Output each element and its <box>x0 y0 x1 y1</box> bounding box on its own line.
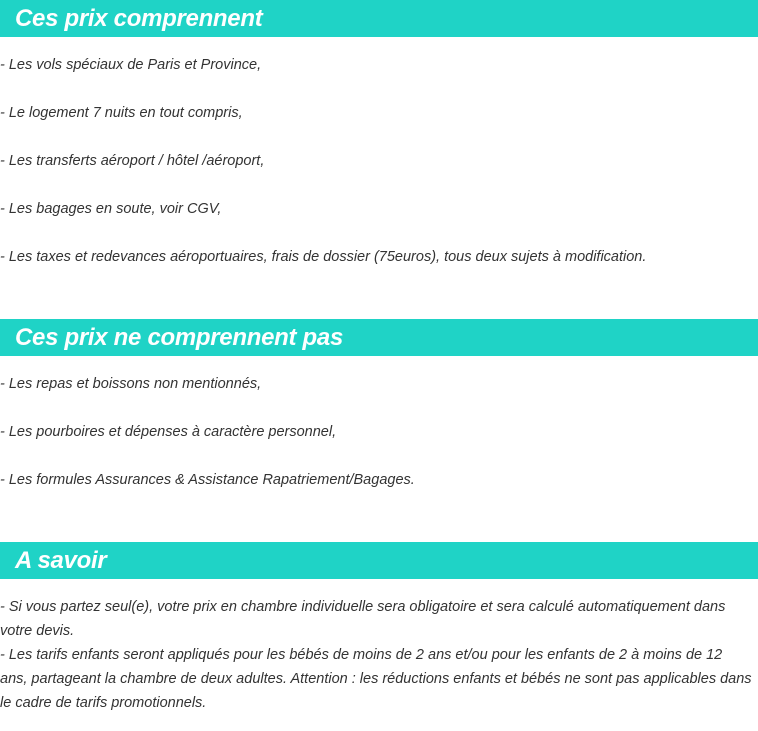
section-header-a-savoir: A savoir <box>0 542 758 579</box>
section-header-not-included: Ces prix ne comprennent pas <box>0 319 758 356</box>
not-included-item: - Les repas et boissons non mentionnés, <box>0 376 262 392</box>
not-included-item: - Les pourboires et dépenses à caractère personnel, <box>0 424 337 440</box>
section-header-included: Ces prix comprennent <box>0 0 758 37</box>
included-item: - Le logement 7 nuits en tout compris, <box>0 105 243 121</box>
info-paragraph-single-room: - Si vous partez seul(e), votre prix en chambre individuelle sera obligatoire et sera calculé automatiquement dans votre devis. <box>0 599 726 639</box>
not-included-item: - Les formules Assurances & Assistance Rapatriement/Bagages. <box>0 472 415 488</box>
included-item: - Les bagages en soute, voir CGV, <box>0 201 222 217</box>
included-item: - Les vols spéciaux de Paris et Province, <box>0 57 262 73</box>
info-paragraph-child-rates: - Les tarifs enfants seront appliqués pour les bébés de moins de 2 ans et/ou pour les enfants de 2 à moins de 12 ans, partageant la chambre de deux adultes. Attention : les réductions enfants et bébés ne sont pas applicables dans le cadre de tarifs promotionnels. <box>0 647 752 711</box>
included-item: - Les transferts aéroport / hôtel /aéroport, <box>0 153 265 169</box>
included-item: - Les taxes et redevances aéroportuaires, frais de dossier (75euros), tous deux sujets à modification. <box>0 249 647 265</box>
